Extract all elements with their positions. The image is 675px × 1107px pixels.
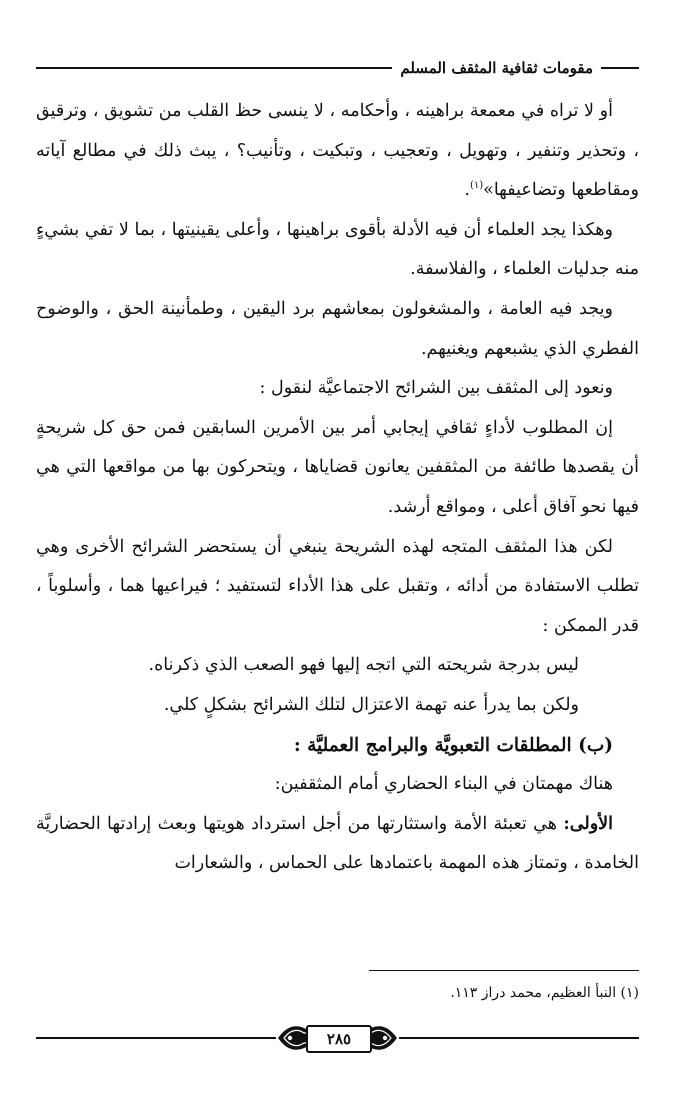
- paragraph: وهكذا يجد العلماء أن فيه الأدلة بأقوى براهينها ، وأعلى يقينيتها ، بما لا تفي بشيءٍ منه جدليات العلماء ، والفلاسفة.: [36, 219, 639, 280]
- paragraph: إن المطلوب لأداءٍ ثقافي إيجابي أمر بين الأمرين السابقين فمن حق كل شريحةٍ أن يقصدها طائفة من المثقفين يعانون قضاياها ، ويتحركون بها من مواقعها التي هي فيها نحو آفاق أعلى ، ومواقع أرشد.: [36, 417, 639, 517]
- page-number: ٢٨٥: [306, 1025, 372, 1053]
- paragraph: [36, 805, 639, 884]
- paragraph: ليس بدرجة شريحته التي اتجه إليها فهو الصعب الذي ذكرناه.: [148, 655, 579, 676]
- quote-end: .: [464, 180, 470, 201]
- header-rule-right: [601, 67, 639, 69]
- paragraph: لكن هذا المثقف المتجه لهذه الشريحة ينبغي أن يستحضر الشرائح الأخرى وهي تطلب الاستفادة من أدائه ، وتقبل على هذا الأداء لتستفيد ؛ فيراعيها هما ، وأسلوباً ، قدر الممكن :: [36, 536, 639, 636]
- footer-rule-left: [36, 1037, 276, 1039]
- footer-rule-right: [399, 1037, 639, 1039]
- paragraph: هناك مهمتان في البناء الحضاري أمام المثقفين:: [274, 774, 613, 795]
- footnote-divider: [369, 970, 639, 971]
- running-header: [36, 56, 639, 80]
- item-label: الأولى:: [563, 813, 613, 834]
- paragraph: ويجد فيه العامة ، والمشغولون بمعاشهم برد اليقين ، وطمأنينة الحق ، والوضوح الفطري الذي يشبعهم ويغنيهم.: [36, 298, 639, 359]
- page-footer: [36, 1020, 639, 1056]
- footnote-reference: (١): [469, 180, 484, 192]
- paragraph: ونعود إلى المثقف بين الشرائح الاجتماعيَّة لنقول :: [259, 378, 613, 399]
- paragraph: ولكن بما يدرأ عنه تهمة الاعتزال لتلك الشرائح بشكلٍ كلي.: [163, 694, 579, 715]
- section-heading: (ب) المطلقات التعبويَّة والبرامج العمليَّة :: [293, 734, 613, 756]
- page-body: [36, 92, 639, 884]
- header-title: مقومات ثقافية المثقف المسلم: [400, 59, 593, 77]
- paragraph: [36, 92, 639, 211]
- item-text: هي تعبئة الأمة واستثارتها من أجل استرداد هويتها وبعث إرادتها الحضاريَّة الخامدة ، وتمتاز هذه المهمة باعتمادها على الحماس ، والشعارات: [36, 813, 639, 874]
- header-rule-left: [36, 67, 392, 69]
- quote-text: أو لا تراه في معمعة براهينه ، وأحكامه ، لا ينسى حظ القلب من تشويق ، وترقيق ، وتحذير وتنفير ، وتهويل ، وتعجيب ، وتبكيت ، وتأنيب؟ ، يبث ذلك في مطالع آياته ومقاطعها وتضاعيفها»: [36, 101, 639, 201]
- footnote: (١) النبأ العظيم، محمد دراز ١١٣.: [450, 985, 639, 1001]
